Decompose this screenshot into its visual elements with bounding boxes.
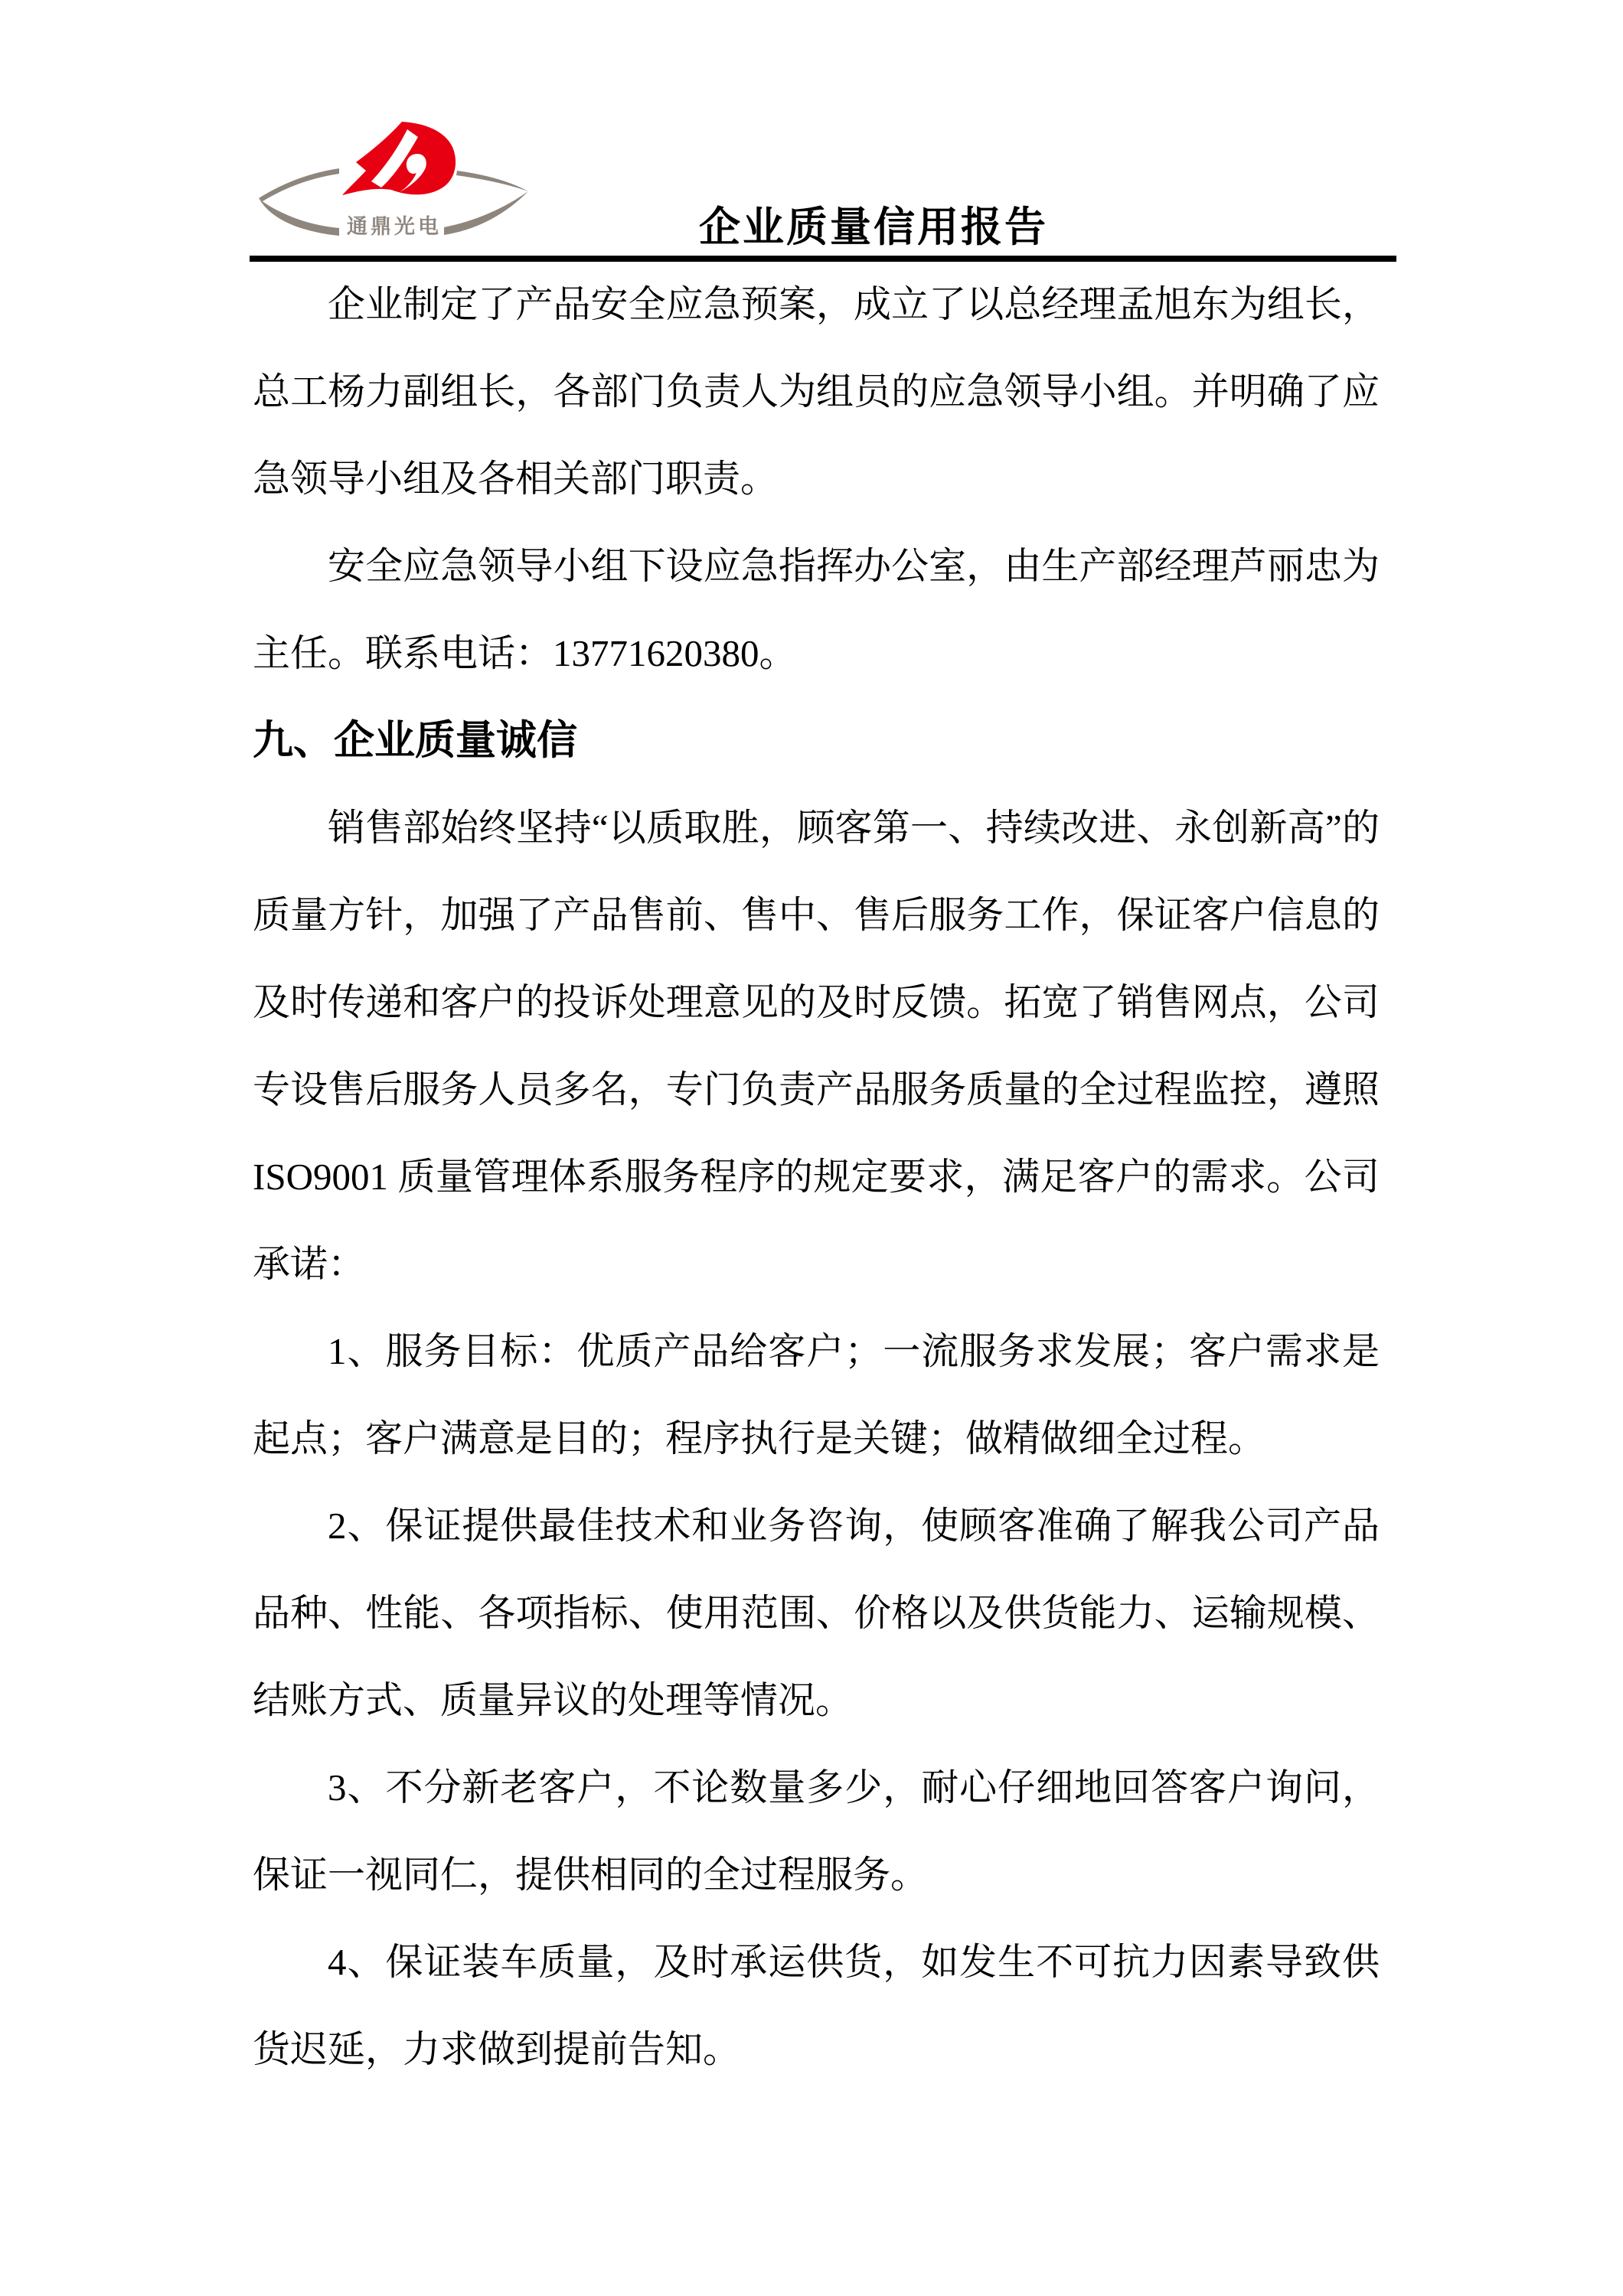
paragraph: 1、服务目标：优质产品给客户；一流服务求发展；客户需求是起点；客户满意是目的；程序执行是关键；做精做细全过程。 — [253, 1330, 1380, 1459]
page-title: 企业质量信用报告 — [699, 204, 1048, 250]
logo-ellipse-bottom-right-arc — [444, 191, 528, 235]
paragraph: 4、保证装车质量，及时承运供货，如发生不可抗力因素导致供货迟延，力求做到提前告知。 — [253, 1941, 1380, 2070]
section-heading: 九、企业质量诚信 — [253, 719, 577, 763]
paragraph: 2、保证提供最佳技术和业务咨询，使顾客准确了解我公司产品品种、性能、各项指标、使用范围、价格以及供货能力、运输规模、结账方式、质量异议的处理等情况。 — [253, 1505, 1380, 1721]
logo-ellipse-top-right-arc — [456, 171, 528, 191]
paragraph: 企业制定了产品安全应急预案，成立了以总经理孟旭东为组长，总工杨力副组长，各部门负责人为组员的应急领导小组。并明确了应急领导小组及各相关部门职责。 — [253, 283, 1380, 500]
logo-wordmark: 通鼎光电 — [347, 215, 442, 238]
logo-ellipse-top-left-arc — [259, 168, 339, 201]
document-body — [253, 261, 1380, 2093]
logo-ellipse-bottom-left-arc — [259, 198, 339, 236]
company-logo-icon — [249, 103, 547, 264]
paragraph: 3、不分新老客户，不论数量多少，耐心仔细地回答客户询问，保证一视同仁，提供相同的全过程服务。 — [253, 1766, 1380, 1896]
paragraph: 安全应急领导小组下设应急指挥办公室，由生产部经理芦丽忠为主任。联系电话：13771620380。 — [253, 545, 1380, 674]
paragraph: 销售部始终坚持“以质取胜，顾客第一、持续改进、永创新高”的质量方针，加强了产品售前、售中、售后服务工作，保证客户信息的及时传递和客户的投诉处理意见的及时反馈。拓宽了销售网点，公司专设售后服务人员多名，专门负责产品服务质量的全过程监控，遵照 ISO9001 质量管理体系服务程序的规定要求，满足客户的需求。公司承诺： — [253, 807, 1380, 1285]
